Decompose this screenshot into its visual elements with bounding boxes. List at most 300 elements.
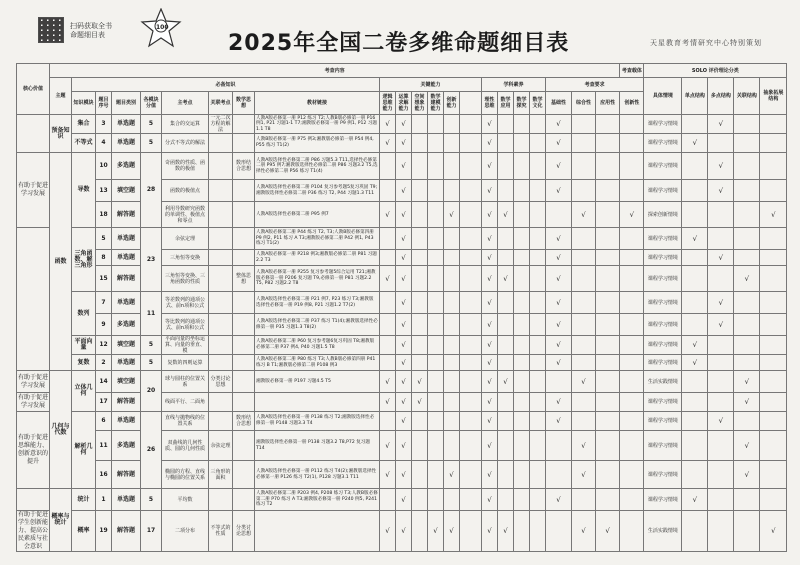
check-cell: √ bbox=[444, 511, 460, 552]
check-cell bbox=[412, 228, 428, 250]
textbook-link-cell: 人教A版必修第二册 P44 练习 T2, T3;人教B版必修第四册 P9 例2, P11 练习 A T3;湘教版必修第二册 P42 例1, P43 练习 T1(2) bbox=[255, 228, 380, 250]
check-cell: √ bbox=[482, 202, 498, 228]
solo-cell bbox=[682, 412, 708, 431]
check-cell bbox=[620, 461, 644, 489]
check-cell bbox=[514, 431, 530, 461]
solo-cell: √ bbox=[734, 266, 760, 292]
check-cell bbox=[412, 461, 428, 489]
check-cell bbox=[498, 314, 514, 336]
header-ability-4: 数学建模能力 bbox=[428, 92, 444, 115]
check-cell bbox=[546, 461, 572, 489]
check-cell bbox=[444, 393, 460, 412]
check-cell bbox=[620, 314, 644, 336]
main-point-cell: 利用导数研究函数的单调性、极值点和零点 bbox=[162, 202, 209, 228]
check-cell bbox=[572, 489, 596, 511]
core-value-cell bbox=[17, 228, 50, 371]
question-number: 15 bbox=[96, 266, 112, 292]
theme-cell: 函数 bbox=[50, 153, 72, 371]
score-cell: 11 bbox=[141, 292, 162, 336]
check-cell bbox=[596, 489, 620, 511]
check-cell: √ bbox=[396, 202, 412, 228]
check-cell bbox=[530, 489, 546, 511]
check-cell bbox=[380, 412, 396, 431]
check-cell: √ bbox=[380, 431, 396, 461]
page-title: 2025年全国二卷多维命题细目表 bbox=[228, 31, 570, 56]
check-cell bbox=[514, 228, 530, 250]
check-cell bbox=[530, 461, 546, 489]
question-type: 解答题 bbox=[112, 461, 141, 489]
check-cell bbox=[460, 489, 482, 511]
related-point-cell: 三角形的面积 bbox=[209, 461, 233, 489]
table-row bbox=[17, 266, 787, 292]
check-cell: √ bbox=[546, 153, 572, 180]
check-cell bbox=[530, 134, 546, 153]
check-cell bbox=[460, 115, 482, 134]
check-cell bbox=[412, 355, 428, 371]
check-cell bbox=[596, 314, 620, 336]
check-cell bbox=[380, 336, 396, 355]
check-cell bbox=[530, 314, 546, 336]
main-point-cell: 平均数 bbox=[162, 489, 209, 511]
check-cell: √ bbox=[482, 115, 498, 134]
main-point-cell: 三角恒等变换 bbox=[162, 250, 209, 266]
check-cell bbox=[444, 355, 460, 371]
check-cell bbox=[460, 371, 482, 393]
header-ability-gap bbox=[460, 92, 482, 115]
check-cell bbox=[620, 489, 644, 511]
main-point-cell: 函数的极值点 bbox=[162, 180, 209, 202]
solo-cell bbox=[708, 202, 734, 228]
solo-cell bbox=[760, 336, 787, 355]
check-cell: √ bbox=[546, 355, 572, 371]
check-cell: √ bbox=[546, 292, 572, 314]
math-idea-cell: 分类讨论思想 bbox=[233, 511, 255, 552]
check-cell: √ bbox=[396, 412, 412, 431]
question-type: 解答题 bbox=[112, 202, 141, 228]
table-row bbox=[17, 115, 787, 134]
related-point-cell: 一元二次方程的解法 bbox=[210, 115, 231, 133]
math-idea-cell bbox=[233, 134, 255, 153]
main-point-cell: 线面平行、二面角 bbox=[162, 393, 209, 412]
solo-cell bbox=[760, 180, 787, 202]
solo-cell bbox=[760, 393, 787, 412]
check-cell bbox=[428, 336, 444, 355]
table-row bbox=[17, 180, 787, 202]
header-ability-5: 创新能力 bbox=[444, 92, 460, 115]
check-cell: √ bbox=[596, 511, 620, 552]
related-point-cell: 不等式的性质 bbox=[209, 511, 233, 552]
header-score: 各模块分值 bbox=[141, 92, 162, 115]
math-idea-cell: 整体思想 bbox=[233, 266, 255, 292]
solo-cell: √ bbox=[760, 202, 787, 228]
solo-cell bbox=[734, 250, 760, 266]
score-cell: 5 bbox=[141, 134, 162, 153]
solo-cell bbox=[760, 250, 787, 266]
score-cell: 5 bbox=[141, 355, 162, 371]
math-idea-cell bbox=[233, 489, 255, 511]
check-cell: √ bbox=[380, 371, 396, 393]
check-cell: √ bbox=[546, 489, 572, 511]
header-suyang: 学科素养 bbox=[482, 78, 546, 92]
check-cell: √ bbox=[546, 412, 572, 431]
check-cell: √ bbox=[380, 266, 396, 292]
check-cell: √ bbox=[546, 336, 572, 355]
check-cell bbox=[460, 314, 482, 336]
textbook-link-cell: 人教B版必修第一册 P75 例3;湘教版必修第一册 P54 例4, P55 练习 T1(2) bbox=[255, 134, 380, 153]
check-cell bbox=[428, 266, 444, 292]
check-cell: √ bbox=[620, 202, 644, 228]
check-cell bbox=[596, 412, 620, 431]
table-row bbox=[17, 292, 787, 314]
context-cell: 课程学习情境 bbox=[644, 292, 682, 314]
qr-caption-line: 命题细目表 bbox=[70, 31, 105, 39]
check-cell bbox=[380, 489, 396, 511]
check-cell: √ bbox=[572, 511, 596, 552]
table-row bbox=[17, 250, 787, 266]
solo-cell bbox=[734, 336, 760, 355]
textbook-link-cell: 人教A版选择性必修第二册 P21 例7, P23 练习 T3;湘教版选择性必修第一册 P19 例8, P21 习题1.2 T7(2) bbox=[255, 292, 380, 314]
check-cell bbox=[514, 461, 530, 489]
check-cell bbox=[572, 228, 596, 250]
header-ability-1: 逻辑思维能力 bbox=[380, 92, 396, 115]
check-cell bbox=[444, 314, 460, 336]
question-type: 解答题 bbox=[112, 511, 141, 552]
solo-cell: √ bbox=[708, 180, 734, 202]
module-cell: 导数 bbox=[72, 153, 96, 228]
related-point-cell bbox=[209, 314, 233, 336]
check-cell bbox=[380, 292, 396, 314]
core-value-cell: 有助于促进学习发展 bbox=[17, 393, 50, 412]
check-cell bbox=[498, 461, 514, 489]
core-value-cell bbox=[17, 489, 50, 511]
check-cell bbox=[412, 489, 428, 511]
header-ability-2: 运算求解能力 bbox=[396, 92, 412, 115]
header-no: 题目序号 bbox=[96, 92, 112, 115]
table-row bbox=[17, 202, 787, 228]
table-row bbox=[17, 431, 787, 461]
check-cell: √ bbox=[546, 134, 572, 153]
solo-cell bbox=[682, 202, 708, 228]
context-cell: 课程学习情境 bbox=[644, 489, 682, 511]
check-cell bbox=[596, 336, 620, 355]
check-cell bbox=[514, 355, 530, 371]
check-cell bbox=[444, 489, 460, 511]
textbook-link-cell bbox=[255, 393, 380, 412]
score-cell: 20 bbox=[141, 371, 162, 412]
check-cell: √ bbox=[482, 336, 498, 355]
module-cell: 立体几何 bbox=[72, 371, 96, 412]
check-cell bbox=[460, 336, 482, 355]
related-point-cell bbox=[209, 393, 233, 412]
check-cell bbox=[530, 393, 546, 412]
header-bibei: 必备知识 bbox=[72, 78, 380, 92]
check-cell bbox=[514, 412, 530, 431]
check-cell bbox=[460, 180, 482, 202]
solo-cell bbox=[682, 393, 708, 412]
core-value-cell: 有助于促进学习发展 bbox=[17, 153, 50, 228]
module-cell: 平面向量 bbox=[72, 336, 96, 355]
check-cell bbox=[514, 292, 530, 314]
check-cell bbox=[620, 336, 644, 355]
context-cell: 课程学习情境 bbox=[644, 180, 682, 202]
math-idea-cell bbox=[233, 202, 255, 228]
related-point-cell bbox=[209, 336, 233, 355]
solo-cell bbox=[682, 292, 708, 314]
check-cell bbox=[460, 228, 482, 250]
math-idea-cell bbox=[233, 461, 255, 489]
check-cell bbox=[498, 134, 514, 153]
header-idea: 数学思想 bbox=[233, 92, 255, 115]
solo-cell bbox=[734, 115, 760, 134]
textbook-link-cell: 人教A版必修第一册 P255 复习参考题5综合运用 T21;湘教版必修第一册 P206 复习题 T9,必修第一册 P81 习题2.2 T5, P82 习题2.2 T8 bbox=[255, 266, 380, 292]
check-cell bbox=[460, 134, 482, 153]
check-cell: √ bbox=[396, 355, 412, 371]
header-solo-2: 多点结构 bbox=[708, 78, 734, 115]
header-req-2: 综合性 bbox=[572, 92, 596, 115]
solo-cell bbox=[682, 115, 708, 134]
check-cell bbox=[546, 202, 572, 228]
qr-code-icon[interactable] bbox=[38, 17, 64, 43]
check-cell: √ bbox=[482, 134, 498, 153]
check-cell: √ bbox=[396, 431, 412, 461]
score-cell: 28 bbox=[141, 153, 162, 228]
check-cell bbox=[620, 355, 644, 371]
check-cell: √ bbox=[396, 511, 412, 552]
check-cell: √ bbox=[482, 489, 498, 511]
textbook-link-cell: 人教A版必修第二册 P80 练习 T3;人教B版必修第四册 P41 练习 B T1;湘教版必修第二册 P108 例3 bbox=[255, 355, 380, 371]
mascot-logo-icon bbox=[140, 8, 182, 48]
solo-cell bbox=[734, 228, 760, 250]
module-cell: 不等式 bbox=[72, 134, 96, 153]
question-number: 13 bbox=[96, 180, 112, 202]
question-number: 3 bbox=[96, 115, 112, 134]
check-cell bbox=[530, 355, 546, 371]
question-type: 解答题 bbox=[112, 393, 141, 412]
solo-cell bbox=[760, 371, 787, 393]
check-cell bbox=[444, 134, 460, 153]
score-cell: 26 bbox=[141, 412, 162, 489]
header-rel: 关联考点 bbox=[209, 92, 233, 115]
check-cell: √ bbox=[482, 355, 498, 371]
check-cell bbox=[514, 336, 530, 355]
qr-caption-line: 扫码获取全书 bbox=[70, 22, 112, 30]
check-cell bbox=[460, 412, 482, 431]
header-suyang-3: 数学探究 bbox=[514, 92, 530, 115]
solo-cell: √ bbox=[708, 250, 734, 266]
solo-cell bbox=[682, 266, 708, 292]
check-cell bbox=[596, 292, 620, 314]
header-kaoqi: 考查要求 bbox=[546, 78, 644, 92]
related-point-cell bbox=[209, 180, 233, 202]
check-cell bbox=[546, 371, 572, 393]
related-point-cell: 余弦定理 bbox=[209, 431, 233, 461]
check-cell: √ bbox=[412, 371, 428, 393]
header-theme: 主题 bbox=[50, 78, 72, 115]
check-cell: √ bbox=[396, 115, 412, 134]
math-idea-cell bbox=[233, 180, 255, 202]
textbook-link-cell: 人教A版必修第一册 P218 例3;湘教版必修第二册 P81 习题2.2 T3 bbox=[255, 250, 380, 266]
check-cell bbox=[428, 115, 444, 134]
related-point-cell bbox=[209, 412, 233, 431]
check-cell bbox=[412, 412, 428, 431]
check-cell bbox=[596, 153, 620, 180]
main-point-cell: 集合的交运算 bbox=[162, 115, 209, 134]
check-cell bbox=[596, 180, 620, 202]
table-row bbox=[17, 336, 787, 355]
solo-cell bbox=[760, 228, 787, 250]
check-cell bbox=[572, 153, 596, 180]
check-cell: √ bbox=[396, 393, 412, 412]
module-cell: 数列 bbox=[72, 292, 96, 336]
check-cell bbox=[514, 180, 530, 202]
solo-cell bbox=[682, 153, 708, 180]
check-cell bbox=[428, 250, 444, 266]
math-idea-cell bbox=[233, 250, 255, 266]
check-cell bbox=[572, 336, 596, 355]
question-number: 11 bbox=[96, 431, 112, 461]
check-cell bbox=[498, 250, 514, 266]
check-cell: √ bbox=[380, 134, 396, 153]
check-cell: √ bbox=[412, 393, 428, 412]
check-cell: √ bbox=[546, 266, 572, 292]
solo-cell: √ bbox=[708, 153, 734, 180]
check-cell bbox=[444, 292, 460, 314]
check-cell bbox=[596, 250, 620, 266]
header-type: 题目类别 bbox=[112, 92, 141, 115]
solo-cell bbox=[734, 134, 760, 153]
solo-cell bbox=[708, 393, 734, 412]
check-cell bbox=[498, 292, 514, 314]
check-cell: √ bbox=[572, 461, 596, 489]
textbook-link-cell bbox=[255, 511, 380, 552]
check-cell bbox=[620, 292, 644, 314]
table-row bbox=[17, 153, 787, 180]
check-cell: √ bbox=[498, 202, 514, 228]
check-cell bbox=[460, 461, 482, 489]
check-cell bbox=[530, 202, 546, 228]
check-cell bbox=[428, 355, 444, 371]
question-type: 多选题 bbox=[112, 431, 141, 461]
theme-cell: 预备知识 bbox=[50, 115, 72, 153]
table-row bbox=[17, 461, 787, 489]
check-cell bbox=[460, 292, 482, 314]
solo-cell bbox=[760, 153, 787, 180]
math-idea-cell bbox=[233, 314, 255, 336]
core-value-cell: 有助于促进学习发展 bbox=[17, 371, 50, 393]
solo-cell bbox=[760, 355, 787, 371]
solo-cell bbox=[734, 489, 760, 511]
check-cell bbox=[620, 431, 644, 461]
math-idea-cell bbox=[233, 292, 255, 314]
check-cell: √ bbox=[482, 511, 498, 552]
solo-cell bbox=[760, 314, 787, 336]
solo-cell bbox=[708, 511, 734, 552]
solo-cell: √ bbox=[682, 355, 708, 371]
check-cell bbox=[530, 250, 546, 266]
question-type: 单选题 bbox=[112, 292, 141, 314]
math-idea-cell bbox=[233, 393, 255, 412]
question-type: 单选题 bbox=[112, 355, 141, 371]
context-cell: 生活实践情境 bbox=[644, 511, 682, 552]
module-cell: 概率 bbox=[72, 511, 96, 552]
solo-cell: √ bbox=[708, 115, 734, 134]
check-cell bbox=[444, 228, 460, 250]
question-number: 19 bbox=[96, 511, 112, 552]
check-cell bbox=[444, 431, 460, 461]
solo-cell bbox=[682, 314, 708, 336]
check-cell: √ bbox=[380, 115, 396, 134]
main-point-cell: 等差数列的通项公式、前n项和公式 bbox=[162, 292, 209, 314]
header-solo-3: 关联结构 bbox=[734, 78, 760, 115]
check-cell bbox=[620, 153, 644, 180]
check-cell bbox=[530, 292, 546, 314]
check-cell bbox=[620, 371, 644, 393]
check-cell: √ bbox=[498, 371, 514, 393]
check-cell bbox=[412, 250, 428, 266]
check-cell: √ bbox=[482, 412, 498, 431]
check-cell bbox=[498, 489, 514, 511]
check-cell bbox=[514, 393, 530, 412]
solo-cell: √ bbox=[682, 336, 708, 355]
header-suyang-1: 理性思维 bbox=[482, 92, 498, 115]
related-point-cell bbox=[209, 250, 233, 266]
check-cell bbox=[444, 412, 460, 431]
module-cell: 复数 bbox=[72, 355, 96, 371]
check-cell: √ bbox=[396, 250, 412, 266]
textbook-link-cell: 人教A版必修第二册 P203 例4, P208 练习 T3;人教B版必修第二册 P70 练习 A T3;湘教版必修第一册 P240 例5, P241 练习 T2 bbox=[255, 489, 380, 511]
question-type: 解答题 bbox=[112, 266, 141, 292]
check-cell bbox=[460, 511, 482, 552]
check-cell bbox=[498, 393, 514, 412]
main-point-cell: 双曲线的几何性质、圆的几何性质 bbox=[162, 431, 209, 461]
textbook-link-cell: 湘教版必修第一册 P197 习题4.5 T5 bbox=[255, 371, 380, 393]
check-cell bbox=[620, 511, 644, 552]
check-cell: √ bbox=[482, 431, 498, 461]
solo-cell bbox=[760, 292, 787, 314]
math-idea-cell bbox=[233, 431, 255, 461]
question-number: 16 bbox=[96, 461, 112, 489]
check-cell bbox=[514, 202, 530, 228]
question-number: 7 bbox=[96, 292, 112, 314]
check-cell bbox=[572, 292, 596, 314]
check-cell: √ bbox=[380, 461, 396, 489]
check-cell: √ bbox=[380, 511, 396, 552]
question-number: 12 bbox=[96, 336, 112, 355]
check-cell bbox=[380, 180, 396, 202]
check-cell bbox=[572, 180, 596, 202]
context-cell: 课程学习情境 bbox=[644, 461, 682, 489]
core-value-cell bbox=[17, 115, 50, 153]
related-point-cell: 分类讨论思想 bbox=[209, 371, 233, 393]
check-cell bbox=[530, 412, 546, 431]
main-point-cell: 复数的四则运算 bbox=[162, 355, 209, 371]
solo-cell bbox=[708, 489, 734, 511]
check-cell bbox=[530, 228, 546, 250]
solo-cell bbox=[760, 461, 787, 489]
table-row bbox=[17, 355, 787, 371]
theme-cell: 几何与代数 bbox=[50, 371, 72, 489]
main-point-cell: 二项分布 bbox=[162, 511, 209, 552]
question-number: 9 bbox=[96, 314, 112, 336]
context-cell: 课程学习情境 bbox=[644, 355, 682, 371]
math-idea-cell bbox=[233, 355, 255, 371]
check-cell: √ bbox=[396, 228, 412, 250]
check-cell bbox=[596, 134, 620, 153]
header-suyang-4: 数学文化 bbox=[530, 92, 546, 115]
textbook-link-cell: 人教A版选择性必修第二册 P37 练习 T1(4);湘教版选择性必修第一册 P35 习题1.3 T8(2) bbox=[255, 314, 380, 336]
check-cell: √ bbox=[444, 461, 460, 489]
header-solo-4: 抽象拓展结构 bbox=[760, 78, 787, 115]
